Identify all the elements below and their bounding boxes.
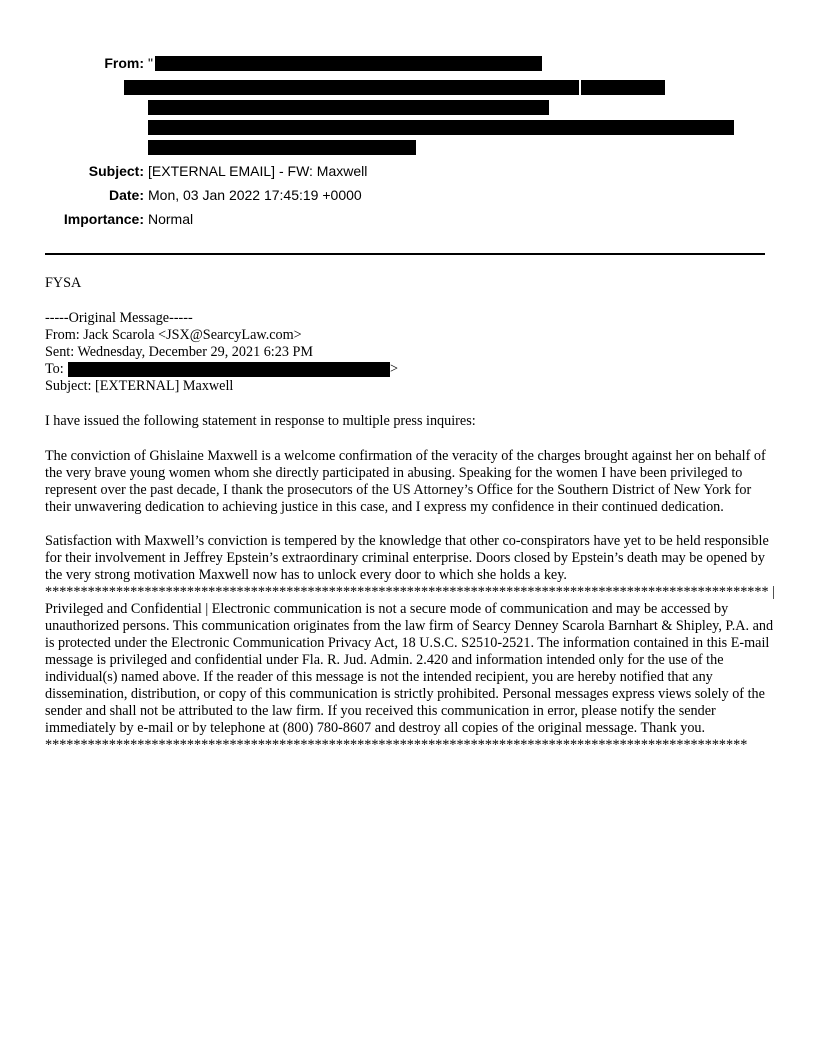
original-message-separator: -----Original Message----- [45, 310, 193, 326]
greeting: FYSA [45, 275, 82, 291]
subject-label: Subject: [88, 163, 144, 179]
redaction-bar [155, 56, 542, 71]
statement-paragraph-1: The conviction of Ghislaine Maxwell is a welcome confirmation of the veracity of the charges brought against her on behalf of the very brave young women whom she directly participated in abusing. Speaking for the women I have been privileged to represent over the past decade, I thank the prosecutors of the US Attorney’s Office for the Southern District of New York for their unwavering dedication to achieving justice in this case, and I express my confidence in their continued dedication. [45, 448, 770, 515]
from-label: From: [104, 55, 144, 71]
importance-label: Importance: [63, 211, 144, 227]
header-divider [45, 253, 765, 255]
original-to-label: To: [45, 361, 64, 377]
importance-value: Normal [148, 211, 194, 227]
redaction-bar [148, 120, 734, 135]
subject-value: [EXTERNAL EMAIL] - FW: Maxwell [148, 163, 368, 179]
original-from: From: Jack Scarola <JSX@SearcyLaw.com> [45, 327, 302, 343]
statement-paragraph-2: Satisfaction with Maxwell’s conviction is tempered by the knowledge that other co-conspirators have yet to be held responsible for their involvement in Jeffrey Epstein’s extraordinary criminal enterprise. Doors closed by Epstein’s death may be opened by the very strong motivation Maxwell now has to unlock every door to which she holds a key. [45, 533, 773, 583]
date-label: Date: [108, 187, 144, 203]
redaction-bar [581, 80, 665, 95]
original-sent: Sent: Wednesday, December 29, 2021 6:23 PM [45, 344, 313, 360]
redaction-bar [148, 140, 416, 155]
separator-stars: ****************************************************************************************************** | [45, 584, 775, 600]
date-value: Mon, 03 Jan 2022 17:45:19 +0000 [148, 187, 362, 203]
redaction-bar [148, 100, 549, 115]
original-to-suffix: > [390, 361, 399, 377]
from-value-prefix: " [148, 55, 153, 71]
original-subject: Subject: [EXTERNAL] Maxwell [45, 378, 234, 394]
confidentiality-disclaimer: Privileged and Confidential | Electronic communication is not a secure mode of communication and may be accessed by unauthorized persons. This communication originates from the law firm of Searcy Denney Scarola Barnhart & Shipley, P.A. and is protected under the Electronic Communication Privacy Act, 18 U.S.C. S2510-2521. The information contained in this E-mail message is privileged and confidential under Fla. R. Jud. Admin. 2.420 and information intended only for the use of the individual(s) named above. If the reader of this message is not the intended recipient, you are hereby notified that any dissemination, distribution, or copy of this communication is strictly prohibited. Personal messages express views solely of the sender and shall not be attributed to the law firm. If you received this communication in error, please notify the sender immediately by e-mail or by telephone at (800) 780-8607 and destroy all copies of the original message. Thank you. *************************************************************************************************** [45, 601, 777, 753]
redaction-bar [124, 80, 579, 95]
redaction-bar [68, 362, 390, 377]
intro-text: I have issued the following statement in response to multiple press inquires: [45, 413, 476, 429]
